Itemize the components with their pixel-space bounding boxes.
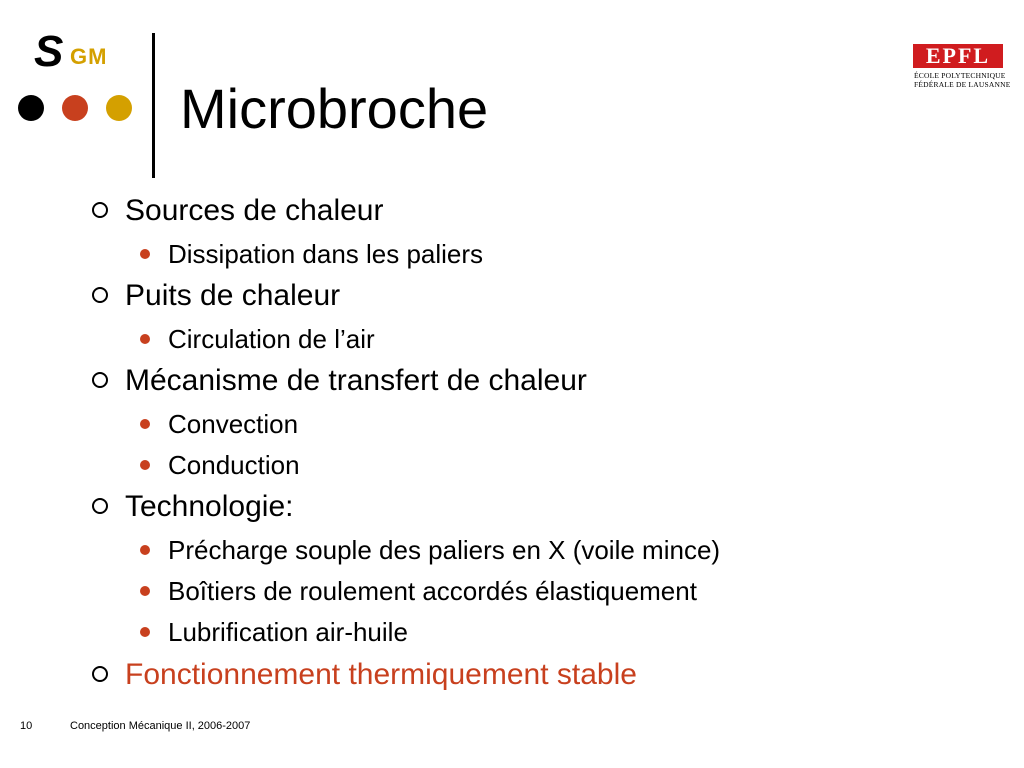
sub-bullet-item [140,323,375,355]
sub-bullet-item [140,238,483,270]
bullet-item [92,363,587,399]
bullet-item [92,489,293,525]
sub-bullet-item [140,449,300,481]
bullet-text-highlight: Fonctionnement thermiquement stable [125,658,637,691]
bullet-text: Puits de chaleur [125,279,341,312]
bullet-dot-icon [140,545,150,555]
sub-bullet-text: Circulation de l’air [168,324,375,354]
sub-bullet-text: Boîtiers de roulement accordés élastiquement [168,576,697,606]
bullet-item-highlight [92,657,637,693]
bullet-dot-icon [140,419,150,429]
bullet-ring-icon [92,498,108,514]
sub-bullet-item [140,616,408,648]
bullet-dot-icon [140,586,150,596]
sub-bullet-text: Dissipation dans les paliers [168,239,484,269]
bullet-dot-icon [140,334,150,344]
bullet-ring-icon [92,202,108,218]
bullet-text: Technologie: [125,490,294,523]
bullet-item [92,278,340,314]
bullet-text: Mécanisme de transfert de chaleur [125,364,587,397]
sub-bullet-text: Conduction [168,450,300,480]
bullet-ring-icon [92,666,108,682]
slide-title: Microbroche [180,77,489,140]
bullet-dot-icon [140,249,150,259]
bullet-text: Sources de chaleur [125,194,384,227]
sgm-logo-s: S [34,27,64,76]
bullet-item [92,193,384,229]
sub-bullet-item [140,408,298,440]
slide-number: 10 [20,720,33,732]
epfl-logo-line2: FÉDÉRALE DE LAUSANNE [914,80,1011,89]
bullet-dot-icon [140,460,150,470]
epfl-logo-line1: ÉCOLE POLYTECHNIQUE [914,71,1006,80]
bullet-ring-icon [92,287,108,303]
sub-bullet-item [140,534,720,566]
bullet-ring-icon [92,372,108,388]
epfl-logo-mark: EPFL [913,44,1003,68]
sub-bullet-text: Convection [168,409,299,439]
sgm-logo-gm: GM [70,44,108,69]
sub-bullet-text: Lubrification air-huile [168,617,408,647]
footer-text: Conception Mécanique II, 2006-2007 [70,720,251,732]
sub-bullet-item [140,575,697,607]
bullet-dot-icon [140,627,150,637]
sub-bullet-text: Précharge souple des paliers en X (voile mince) [168,535,721,565]
